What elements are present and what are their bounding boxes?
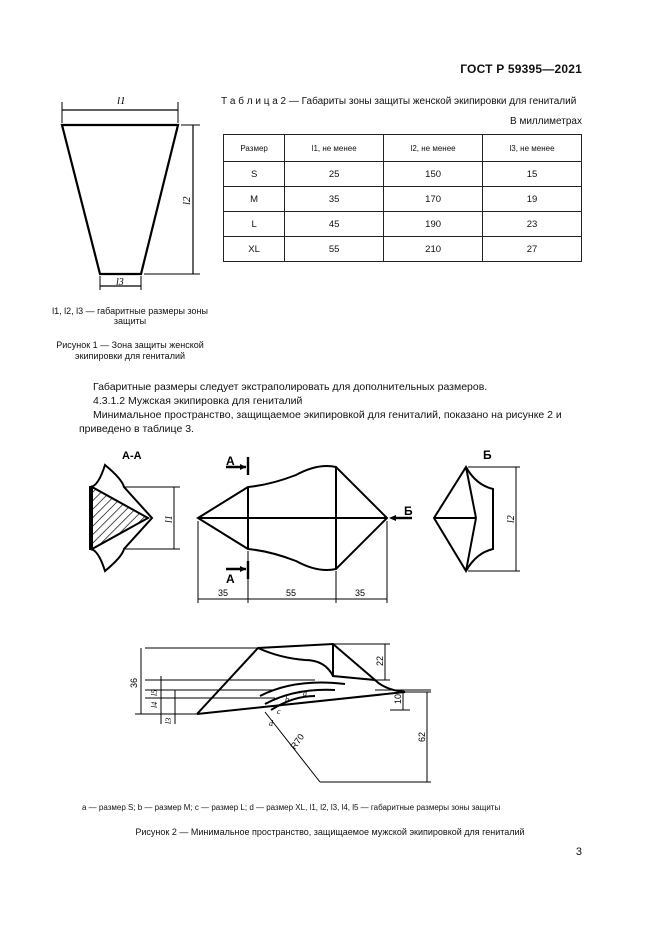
curve-a: a xyxy=(303,689,307,698)
table-cell: S xyxy=(224,162,285,187)
label-l2: l2 xyxy=(181,196,193,205)
dim-r70: R70 xyxy=(288,731,307,752)
dim-10: 10 xyxy=(393,693,403,704)
section-arrow-a-top: А xyxy=(226,454,235,468)
page-number: 3 xyxy=(575,846,582,858)
side-l3: l3 xyxy=(164,717,173,724)
dim-35-right: 35 xyxy=(355,588,366,598)
table-cell: 35 xyxy=(285,187,384,212)
table-cell: 15 xyxy=(483,162,582,187)
table-cell: M xyxy=(224,187,285,212)
table-cell: 27 xyxy=(483,237,582,262)
table-row xyxy=(224,162,582,187)
figure2-caption: Рисунок 2 — Минимальное пространство, защищаемое мужской экипировкой для гениталий xyxy=(135,827,525,837)
section-arrow-b: Б xyxy=(404,504,413,518)
side-l4: l4 xyxy=(150,701,159,708)
table-header-row xyxy=(224,135,582,162)
section-aa-label: А-А xyxy=(122,450,142,462)
table-cell: 210 xyxy=(384,237,483,262)
standard-header: ГОСТ Р 59395—2021 xyxy=(460,62,582,76)
figure2-side-drawing xyxy=(115,632,435,792)
table-header-cell: l3, не менее xyxy=(483,135,582,162)
dim-62: 62 xyxy=(417,731,427,742)
table-row xyxy=(224,237,582,262)
side-l5: l5 xyxy=(150,689,159,696)
view-b-l2: l2 xyxy=(506,515,517,523)
table-cell: 19 xyxy=(483,187,582,212)
table-header-cell: l2, не менее xyxy=(384,135,483,162)
dim-35-left: 35 xyxy=(218,588,229,598)
dim-55: 55 xyxy=(286,588,297,598)
table-row xyxy=(224,212,582,237)
front-view-shape xyxy=(198,466,387,570)
dim-36: 36 xyxy=(129,677,139,688)
dim-22: 22 xyxy=(375,655,385,666)
view-b-shape xyxy=(434,467,493,571)
table2 xyxy=(223,134,582,262)
section-aa-l1: l1 xyxy=(164,515,175,523)
table-cell: 23 xyxy=(483,212,582,237)
view-b-label: Б xyxy=(483,448,492,462)
curve-d: d xyxy=(269,719,273,728)
table-cell: 55 xyxy=(285,237,384,262)
table-cell: 170 xyxy=(384,187,483,212)
table-row xyxy=(224,187,582,212)
table-header-cell: l1, не менее xyxy=(285,135,384,162)
table2-caption: Т а б л и ц а 2 — Габариты зоны защиты женской экипировки для гениталий xyxy=(221,96,577,107)
section-heading-4-3-1-2: 4.3.1.2 Мужская экипировка для гениталий xyxy=(93,395,303,407)
side-profile-shape xyxy=(197,644,405,714)
figure2-top-drawing xyxy=(80,445,540,605)
table-cell: L xyxy=(224,212,285,237)
section-arrow-a-bottom: А xyxy=(226,572,235,586)
figure2-legend: a — размер S; b — размер M; c — размер L; d — размер XL, l1, l2, l3, l4, l5 — габаритные размеры зоны защиты xyxy=(82,803,501,812)
table-header-cell: Размер xyxy=(224,135,285,162)
table-cell: 45 xyxy=(285,212,384,237)
table-cell: 190 xyxy=(384,212,483,237)
section-aa-shape xyxy=(90,465,152,571)
table-cell: 25 xyxy=(285,162,384,187)
table-cell: XL xyxy=(224,237,285,262)
trapezoid-zone xyxy=(62,125,178,274)
label-l3: l3 xyxy=(116,277,124,288)
label-l1: l1 xyxy=(117,95,126,107)
figure1-legend: l1, l2, l3 — габаритные размеры зоны защиты xyxy=(52,306,208,326)
table2-units: В миллиметрах xyxy=(510,116,582,127)
paragraph-min-space: Минимальное пространство, защищаемое экипировкой для гениталий, показано на рисунке 2 и приведено в таблице 3. xyxy=(79,409,562,435)
figure1-caption: Рисунок 1 — Зона защиты женской экипировки для гениталий xyxy=(56,340,204,361)
curve-b: b xyxy=(285,695,289,704)
table-cell: 150 xyxy=(384,162,483,187)
paragraph-extrapolate: Габаритные размеры следует экстраполировать для дополнительных размеров. xyxy=(93,381,488,393)
figure1-drawing xyxy=(45,90,215,300)
curve-c: c xyxy=(277,707,281,716)
